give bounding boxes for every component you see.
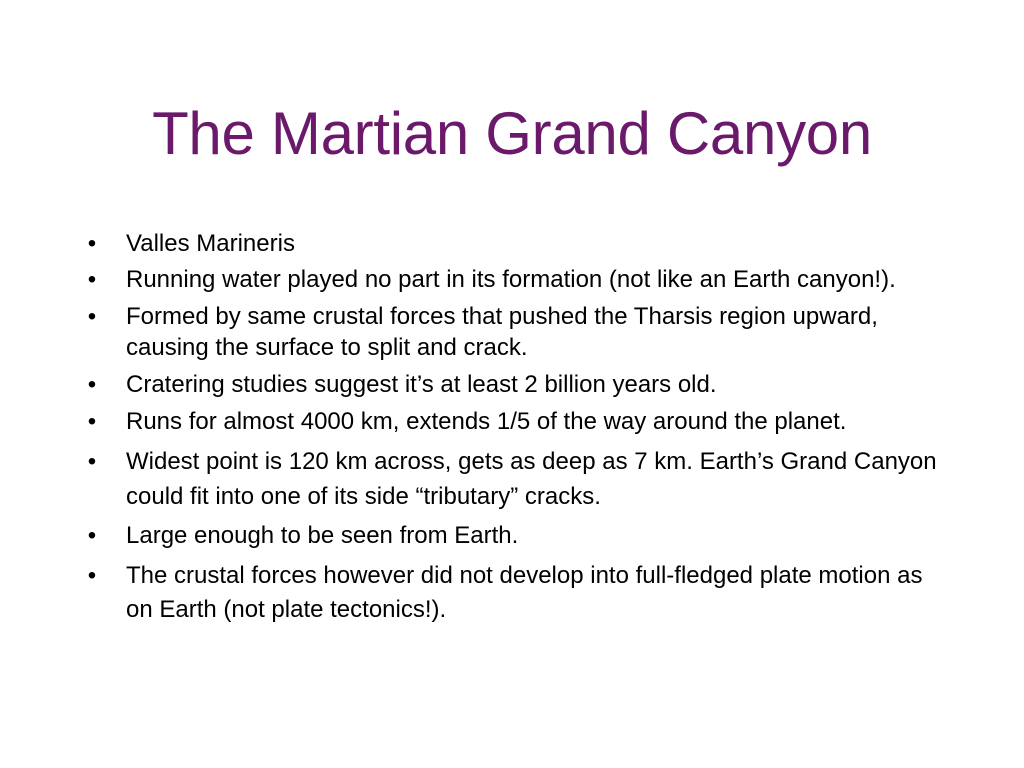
bullet-list [82, 228, 942, 627]
bullet-text: Running water played no part in its formation (not like an Earth canyon!). [126, 266, 896, 293]
slide-title: The Martian Grand Canyon [152, 100, 872, 167]
bullet-item [82, 264, 942, 295]
bullet-text: Valles Marineris [126, 230, 295, 257]
bullet-dot-icon: • [87, 230, 97, 257]
bullet-text: Formed by same crustal forces that pushed the Tharsis region upward, causing the surface to split and crack. [126, 303, 878, 361]
bullet-text: Runs for almost 4000 km, extends 1/5 of the way around the planet. [126, 408, 847, 435]
bullet-dot-icon: • [87, 448, 97, 475]
bullet-item [82, 228, 942, 259]
bullet-dot-icon: • [87, 522, 97, 549]
bullet-text: The crustal forces however did not develop into full-fledged plate motion as on Earth (not plate tectonics!). [126, 562, 923, 623]
bullet-dot-icon: • [87, 371, 97, 398]
bullet-dot-icon: • [87, 303, 97, 330]
bullet-dot-icon: • [87, 562, 97, 589]
bullet-text: Large enough to be seen from Earth. [126, 522, 519, 549]
bullet-item [82, 520, 942, 551]
bullet-item [82, 406, 942, 437]
bullet-dot-icon: • [87, 408, 97, 435]
bullet-item [82, 369, 942, 400]
bullet-item [82, 444, 942, 514]
bullet-dot-icon: • [87, 266, 97, 293]
bullet-item [82, 301, 942, 363]
bullet-text: Widest point is 120 km across, gets as deep as 7 km. Earth’s Grand Canyon could fit into one of its side “tributary” cracks. [126, 448, 937, 510]
bullet-text: Cratering studies suggest it’s at least 2 billion years old. [126, 371, 717, 398]
bullet-item [82, 559, 942, 627]
